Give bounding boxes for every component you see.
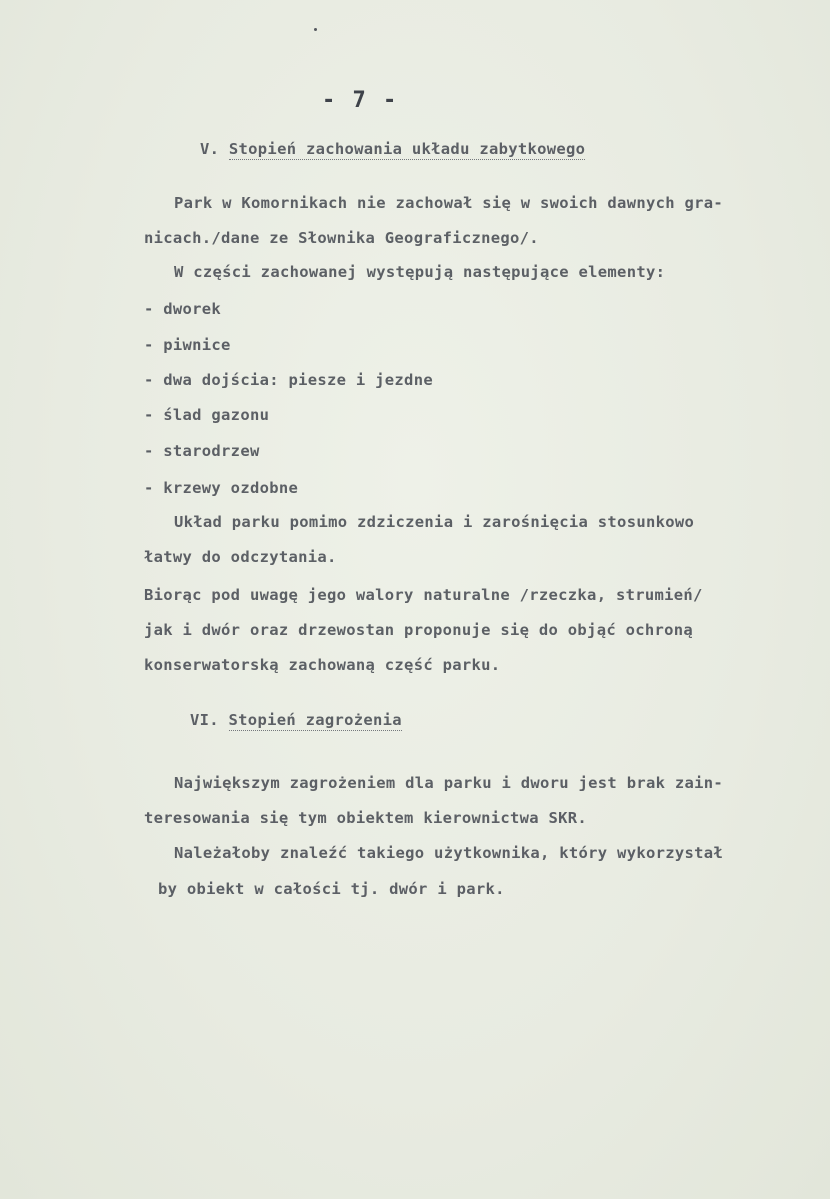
paragraph-4-line-2: teresowania się tym obiektem kierownictwa SKR. — [144, 809, 588, 827]
paragraph-2-line-2: łatwy do odczytania. — [144, 548, 337, 566]
page-number: - 7 - — [322, 88, 399, 113]
paragraph-5-line-2: by obiekt w całości tj. dwór i park. — [158, 880, 505, 898]
list-item: - dworek — [144, 300, 222, 318]
paragraph-2-line-1: Układ parku pomimo zdziczenia i zarośnięcia stosunkowo — [174, 513, 695, 531]
paragraph-3-line-3: konserwatorską zachowaną część parku. — [144, 656, 501, 674]
section-vi-title: Stopień zagrożenia — [228, 711, 402, 729]
list-item: - starodrzew — [144, 442, 260, 460]
paragraph-1-line-2: nicach./dane ze Słownika Geograficznego/. — [144, 229, 539, 247]
paragraph-3-line-2: jak i dwór oraz drzewostan proponuje się do objąć ochroną — [144, 621, 694, 639]
section-vi-heading — [190, 711, 402, 729]
list-item: - krzewy ozdobne — [144, 479, 299, 497]
list-item: - ślad gazonu — [144, 406, 270, 424]
paragraph-3-line-1: Biorąc pod uwagę jego walory naturalne /rzeczka, strumień/ — [144, 586, 703, 604]
list-item: - dwa dojścia: piesze i jezdne — [144, 371, 433, 389]
section-v-number: V. — [200, 140, 220, 158]
elements-intro: W części zachowanej występują następujące elementy: — [174, 263, 666, 281]
paragraph-5-line-1: Należałoby znaleźć takiego użytkownika, który wykorzystał — [174, 844, 724, 862]
section-vi-number: VI. — [190, 711, 219, 729]
section-v-title: Stopień zachowania układu zabytkowego — [228, 140, 586, 158]
section-v-heading — [200, 140, 585, 158]
paragraph-4-line-1: Największym zagrożeniem dla parku i dworu jest brak zain- — [174, 774, 724, 792]
ink-speck — [314, 28, 317, 31]
list-item: - piwnice — [144, 336, 231, 354]
paragraph-1-line-1: Park w Komornikach nie zachował się w swoich dawnych gra- — [174, 194, 724, 212]
